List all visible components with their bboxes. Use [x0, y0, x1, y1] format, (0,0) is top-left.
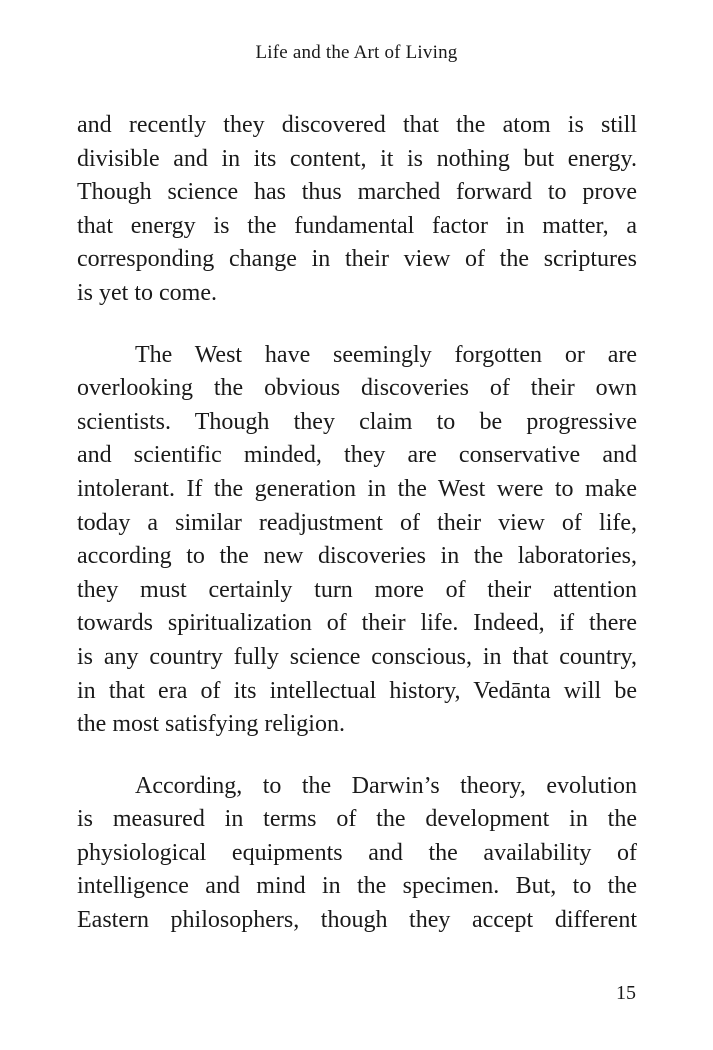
- text-line: scientists. Though they claim to be progressive: [77, 408, 637, 435]
- text-line: and recently they discovered that the atom is still: [77, 112, 637, 138]
- text-line: that energy is the fundamental factor in matter, a: [77, 212, 637, 239]
- text-line: The West have seemingly forgotten or are: [135, 341, 637, 368]
- text-line: physiological equipments and the availability of: [77, 839, 637, 866]
- text-line: they must certainly turn more of their attention: [77, 576, 637, 603]
- text-line: in that era of its intellectual history, Vedānta will be: [77, 677, 637, 704]
- text-line: corresponding change in their view of the scriptures: [77, 246, 637, 273]
- text-line: and scientific minded, they are conservative and: [77, 442, 637, 469]
- text-line: Eastern philosophers, though they accept different: [77, 907, 637, 934]
- text-line: overlooking the obvious discoveries of their own: [77, 375, 637, 402]
- body-text: [77, 109, 637, 966]
- text-line: intolerant. If the generation in the West were to make: [77, 475, 637, 502]
- paragraph-3: [77, 770, 637, 938]
- text-line: the most satisfying religion.: [77, 711, 345, 738]
- text-line: according to the new discoveries in the laboratories,: [77, 543, 637, 570]
- text-line: According, to the Darwin’s theory, evolution: [135, 772, 637, 799]
- text-line: towards spiritualization of their life. Indeed, if there: [77, 610, 637, 637]
- text-line: is any country fully science conscious, in that country,: [77, 643, 637, 670]
- text-line: is yet to come.: [77, 279, 217, 306]
- paragraph-1: [77, 109, 637, 311]
- text-line: is measured in terms of the development in the: [77, 806, 637, 833]
- text-line: divisible and in its content, it is nothing but energy.: [77, 145, 637, 172]
- paragraph-2: [77, 339, 637, 742]
- text-line: today a similar readjustment of their view of life,: [77, 509, 637, 536]
- running-head: Life and the Art of Living: [255, 42, 458, 63]
- text-line: Though science has thus marched forward to prove: [77, 179, 637, 206]
- text-line: intelligence and mind in the specimen. But, to the: [77, 873, 637, 900]
- page-number: 15: [616, 982, 636, 1004]
